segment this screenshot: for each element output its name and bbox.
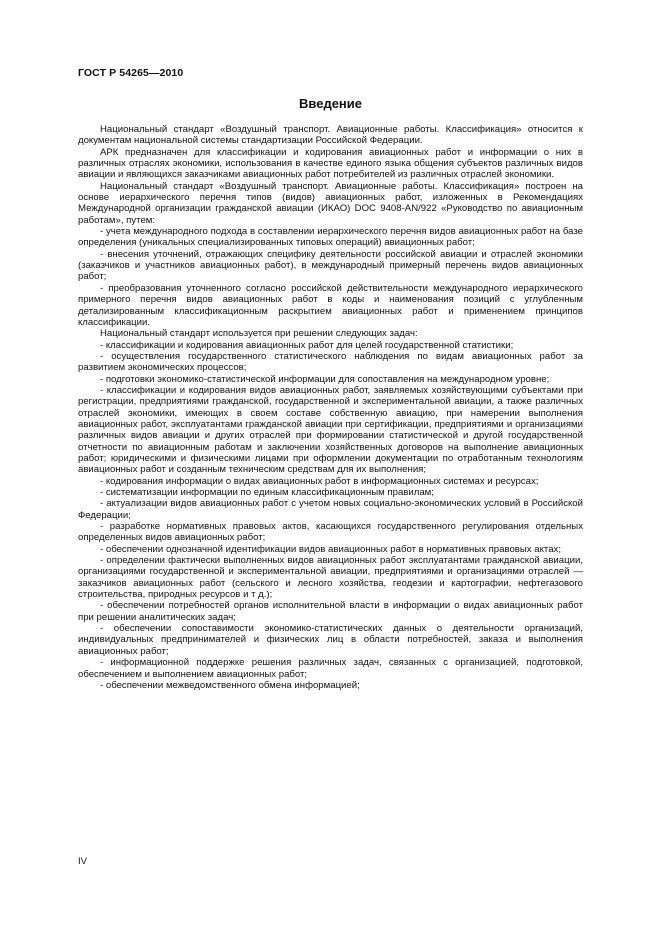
list-item: - внесения уточнений, отражающих специфику деятельности российской авиации и отраслей экономики (заказчиков и участников авиационных работ), в международный примерный перечень видов авиационных работ; <box>78 248 583 283</box>
document-header: ГОСТ Р 54265—2010 <box>78 67 184 79</box>
list-item: - кодирования информации о видах авиационных работ в информационных системах и ресурсах; <box>100 475 539 487</box>
page-number: IV <box>78 856 87 867</box>
paragraph: Национальный стандарт «Воздушный транспорт. Авиационные работы. Классификация» относится к документам национальной системы стандартизации Российской Федерации. <box>78 124 583 147</box>
list-item: - обеспечении однозначной идентификации видов авиационных работ в нормативных правовых актах; <box>100 543 561 555</box>
list-item: - информационной поддержке решения различных задач, связанных с организацией, подготовкой, обеспечением и выполнением авиационных работ; <box>78 657 583 680</box>
list-item: - определении фактически выполненных видов авиационных работ эксплуатантами гражданской авиации, организациями государственной и экспериментальной авиации, предприятиями и организациями отраслей — заказчиков авиационных работ (сельского и лесного хозяйства, геодезии и картографии, нефтегазового строительства, природных ресурсов и т д.); <box>78 555 583 601</box>
list-item: - обеспечении потребностей органов исполнительной власти в информации о видах авиационных работ при решении аналитических задач; <box>78 600 583 623</box>
section-title: Введение <box>299 96 362 111</box>
list-item: - классификации и кодирования видов авиационных работ, заявляемых хозяйствующими субъектами при регистрации, предприятиями гражданской, государственной и экспериментальной авиации, а также различных отраслей экономики, имеющих в своем составе собственную авиацию, при намерении выполнения авиационных работ, эксплуатантами гражданской авиации при сертификации, предприятиями и организациями различных видов авиации и других отраслей при формировании статистической и другой государственной отчетности по авиационным работам и заключении хозяйственных договоров на выполнение авиационных работ; юридическими и физическими лицами при оформлении документации по отработанным технологиям авиационных работ и созданным техническим средствам для их выполнения; <box>78 384 583 476</box>
list-item: - систематизации информации по единым классификационным правилам; <box>100 487 434 498</box>
list-item: - подготовки экономико-статистической информации для сопоставления на международном уровне; <box>100 373 550 385</box>
list-item: - учета международного подхода в составлении иерархического перечня видов авиационных работ на базе определения (уникальных специализированных типовых операций) авиационных работ; <box>78 226 583 249</box>
list-item: - обеспечении сопоставимости экономико-статистических данных о деятельности организаций, индивидуальных предпринимателей и физических лиц в области потребностей, заказа и выполнения авиационных работ; <box>78 623 583 657</box>
paragraph: АРК предназначен для классификации и кодирования авиационных работ и информации о них в различных отраслях экономики, использования в качестве единого языка общения субъектов различных видов авиации и являющихся заказчиками авиационных работ потребителей из различных отраслей экономики. <box>78 146 583 181</box>
list-item: - осуществления государственного статистического наблюдения по видам авиационных работ за развитием экономических процессов; <box>78 350 583 374</box>
list-item: - классификации и кодирования авиационных работ для целей государственной статистики; <box>100 339 514 351</box>
list-item: - преобразования уточненного согласно российской действительности международного иерархического примерного перечня видов авиационных работ в коды и наименования позиций с углубленным детализированным классификационным раскрытием авиационных работ и применением принципов классификации. <box>78 282 583 328</box>
paragraph: Национальный стандарт используется при решении следующих задач: <box>100 328 418 340</box>
list-item: - актуализации видов авиационных работ с учетом новых социально-экономических условий в Российской Федерации; <box>78 498 583 521</box>
list-item: - обеспечении межведомственного обмена информацией; <box>100 679 360 691</box>
body-text <box>78 124 583 691</box>
list-item: - разработке нормативных правовых актов, касающихся государственного регулирования отдельных определенных видов авиационных работ; <box>78 521 583 544</box>
paragraph: Национальный стандарт «Воздушный транспорт. Авиационные работы. Классификация» построен на основе иерархического перечня типов (видов) авиационных работ, изложенных в Рекомендациях Международной организации гражданской авиации (ИКАО) DOC 9408-AN/922 «Руководство по авиационным работам», путем: <box>78 180 583 226</box>
